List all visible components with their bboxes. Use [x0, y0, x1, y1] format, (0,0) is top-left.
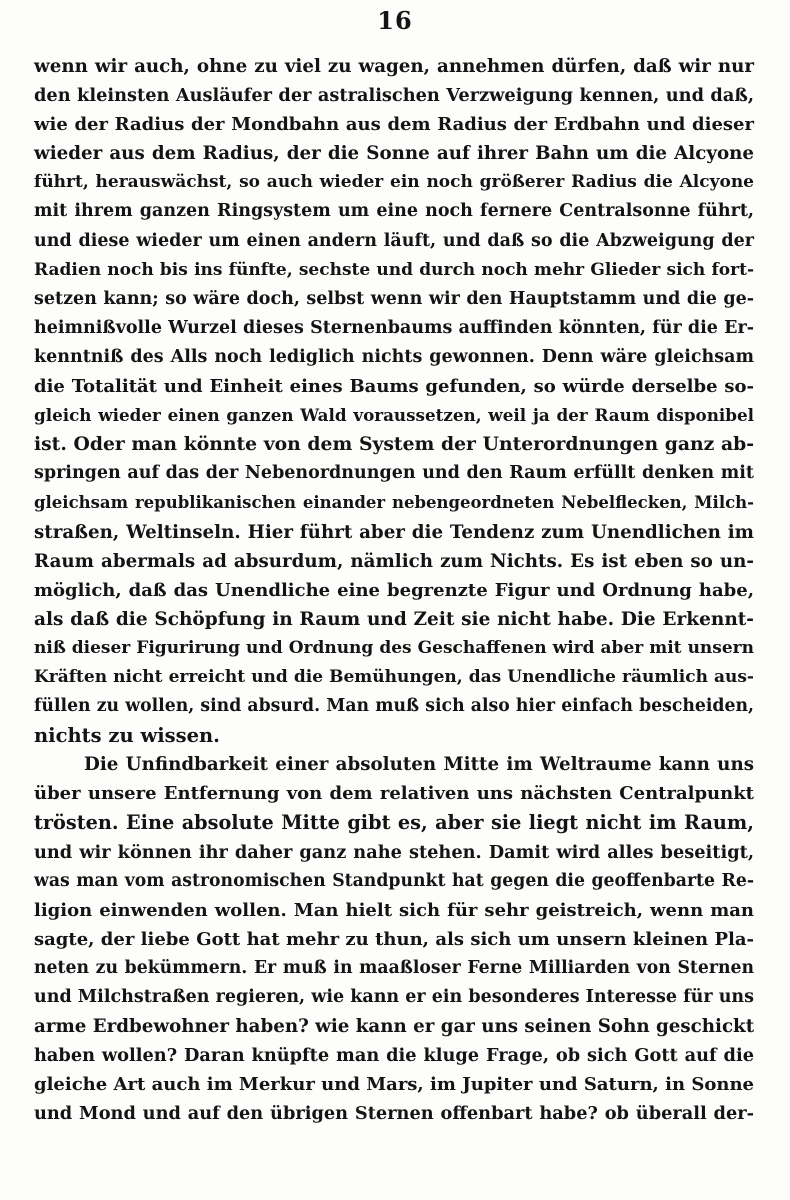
text-line: Radien noch bis ins fünfte, sechste und durch noch mehr Glieder sich fort-	[34, 259, 754, 280]
text-line: niß dieser Figurirung und Ordnung des Geschaffenen wird aber mit unsern	[34, 637, 754, 658]
text-line: wieder aus dem Radius, der die Sonne auf ihrer Bahn um die Alcyone	[34, 143, 754, 165]
text-line: kenntniß des Alls noch lediglich nichts gewonnen. Denn wäre gleichsam	[34, 346, 754, 367]
text-line: mit ihrem ganzen Ringsystem um eine noch fernere Centralsonne führt,	[34, 201, 754, 222]
text-line: über unsere Entfernung von dem relativen uns nächsten Centralpunkt	[34, 783, 754, 805]
text-line: und diese wieder um einen andern läuft, und daß so die Abzweigung der	[34, 230, 754, 251]
paragraph-end-line: nichts zu wissen.	[34, 724, 220, 748]
text-line: wenn wir auch, ohne zu viel zu wagen, annehmen dürfen, daß wir nur	[34, 56, 754, 77]
text-line: möglich, daß das Unendliche eine begrenzte Figur und Ordnung habe,	[34, 579, 754, 601]
text-line: trösten. Eine absolute Mitte gibt es, aber sie liegt nicht im Raum,	[34, 811, 754, 835]
text-line: was man vom astronomischen Standpunkt hat gegen die geoffenbarte Re-	[34, 870, 754, 891]
text-line: als daß die Schöpfung in Raum und Zeit sie nicht habe. Die Erkennt-	[34, 608, 754, 630]
text-line: setzen kann; so wäre doch, selbst wenn wir den Hauptstamm und die ge-	[34, 288, 754, 309]
text-line: sagte, der liebe Gott hat mehr zu thun, als sich um unsern kleinen Pla-	[34, 928, 754, 950]
paragraph-start-line: Die Unfindbarkeit einer absoluten Mitte im Weltraume kann uns	[84, 754, 754, 776]
text-line: füllen zu wollen, sind absurd. Man muß sich also hier einfach bescheiden,	[34, 696, 754, 717]
text-line: die Totalität und Einheit eines Baums gefunden, so würde derselbe so-	[34, 376, 754, 398]
text-line: den kleinsten Ausläufer der astralischen Verzweigung kennen, und daß,	[34, 85, 754, 107]
text-line: und Milchstraßen regieren, wie kann er ein besonderes Interesse für uns	[34, 987, 754, 1007]
text-line: wie der Radius der Mondbahn aus dem Radius der Erdbahn und dieser	[34, 114, 754, 136]
page-number: 16	[377, 6, 413, 35]
text-line: Kräften nicht erreicht und die Bemühungen, das Unendliche räumlich aus-	[34, 666, 754, 687]
body-text	[34, 52, 754, 1128]
text-line: Raum abermals ad absurdum, nämlich zum Nichts. Es ist eben so un-	[34, 550, 754, 572]
text-line: gleichsam republikanischen einander nebengeordneten Nebelflecken, Milch-	[34, 493, 754, 513]
text-line: arme Erdbewohner haben? wie kann er gar uns seinen Sohn geschickt	[34, 1016, 755, 1038]
text-line: gleich wieder einen ganzen Wald voraussetzen, weil ja der Raum disponibel	[34, 405, 754, 426]
text-line: neten zu bekümmern. Er muß in maaßloser Ferne Milliarden von Sternen	[34, 957, 754, 978]
text-line: gleiche Art auch im Merkur und Mars, im Jupiter und Saturn, in Sonne	[34, 1074, 754, 1096]
text-line: ist. Oder man könnte von dem System der Unterordnungen ganz ab-	[34, 433, 754, 456]
text-line: ligion einwenden wollen. Man hielt sich für sehr geistreich, wenn man	[34, 899, 754, 921]
text-line: heimnißvolle Wurzel dieses Sternenbaums auffinden könnten, für die Er-	[34, 317, 754, 338]
text-line: straßen, Weltinseln. Hier führt aber die Tendenz zum Unendlichen im	[34, 521, 754, 543]
text-line: führt, herauswächst, so auch wieder ein noch größerer Radius die Alcyone	[34, 172, 754, 193]
text-line: haben wollen? Daran knüpfte man die kluge Frage, ob sich Gott auf die	[34, 1045, 754, 1067]
text-line: und wir können ihr daher ganz nahe stehen. Damit wird alles beseitigt,	[34, 841, 754, 863]
text-line: springen auf das der Nebenordnungen und den Raum erfüllt denken mit	[34, 463, 754, 484]
text-line: und Mond und auf den übrigen Sternen offenbart habe? ob überall der-	[34, 1103, 754, 1125]
